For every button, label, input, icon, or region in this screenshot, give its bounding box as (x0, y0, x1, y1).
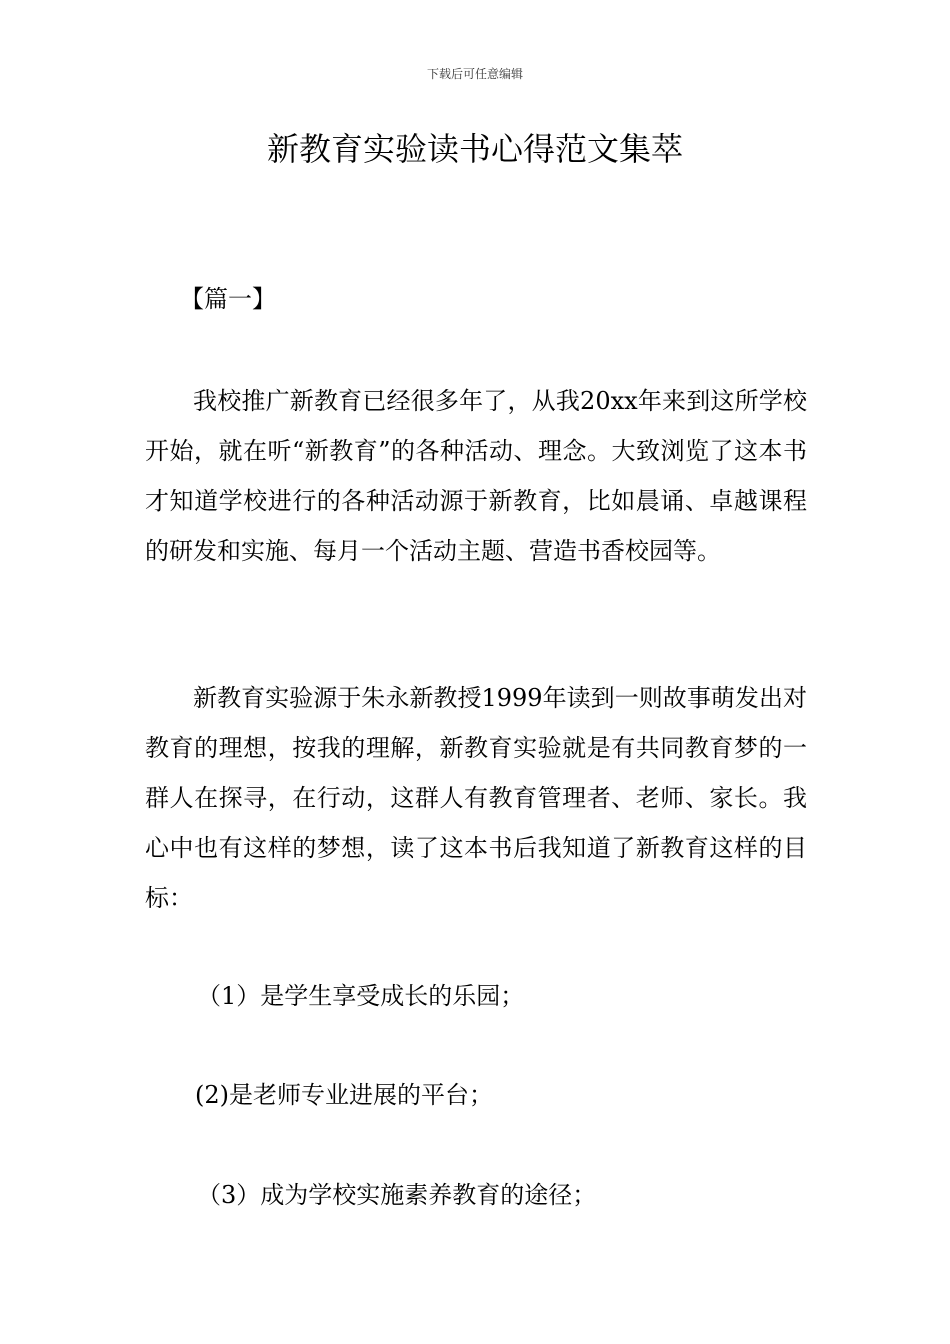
list-item: （1）是学生享受成长的乐园； (197, 982, 525, 1010)
paragraph-1: 我校推广新教育已经很多年了，从我20xx年来到这所学校开始，就在听“新教育”的各种活动、理念。大致浏览了这本书才知道学校进行的各种活动源于新教育，比如晨诵、卓越课程的研发和实施、每月一个活动主题、营造书香校园等。 (145, 387, 807, 565)
header-note: 下载后可任意编辑 (426, 67, 523, 81)
document-title: 新教育实验读书心得范文集萃 (266, 130, 683, 168)
section-label: 【篇一】 (180, 285, 276, 313)
paragraph-2: 新教育实验源于朱永新教授1999年读到一则故事萌发出对教育的理想，按我的理解，新教育实验就是有共同教育梦的一群人在探寻，在行动，这群人有教育管理者、老师、家长。我心中也有这样的梦想，读了这本书后我知道了新教育这样的目标： (145, 684, 807, 912)
list-item: （3）成为学校实施素养教育的途径； (197, 1181, 597, 1209)
list-item: (2)是老师专业进展的平台； (195, 1081, 493, 1109)
